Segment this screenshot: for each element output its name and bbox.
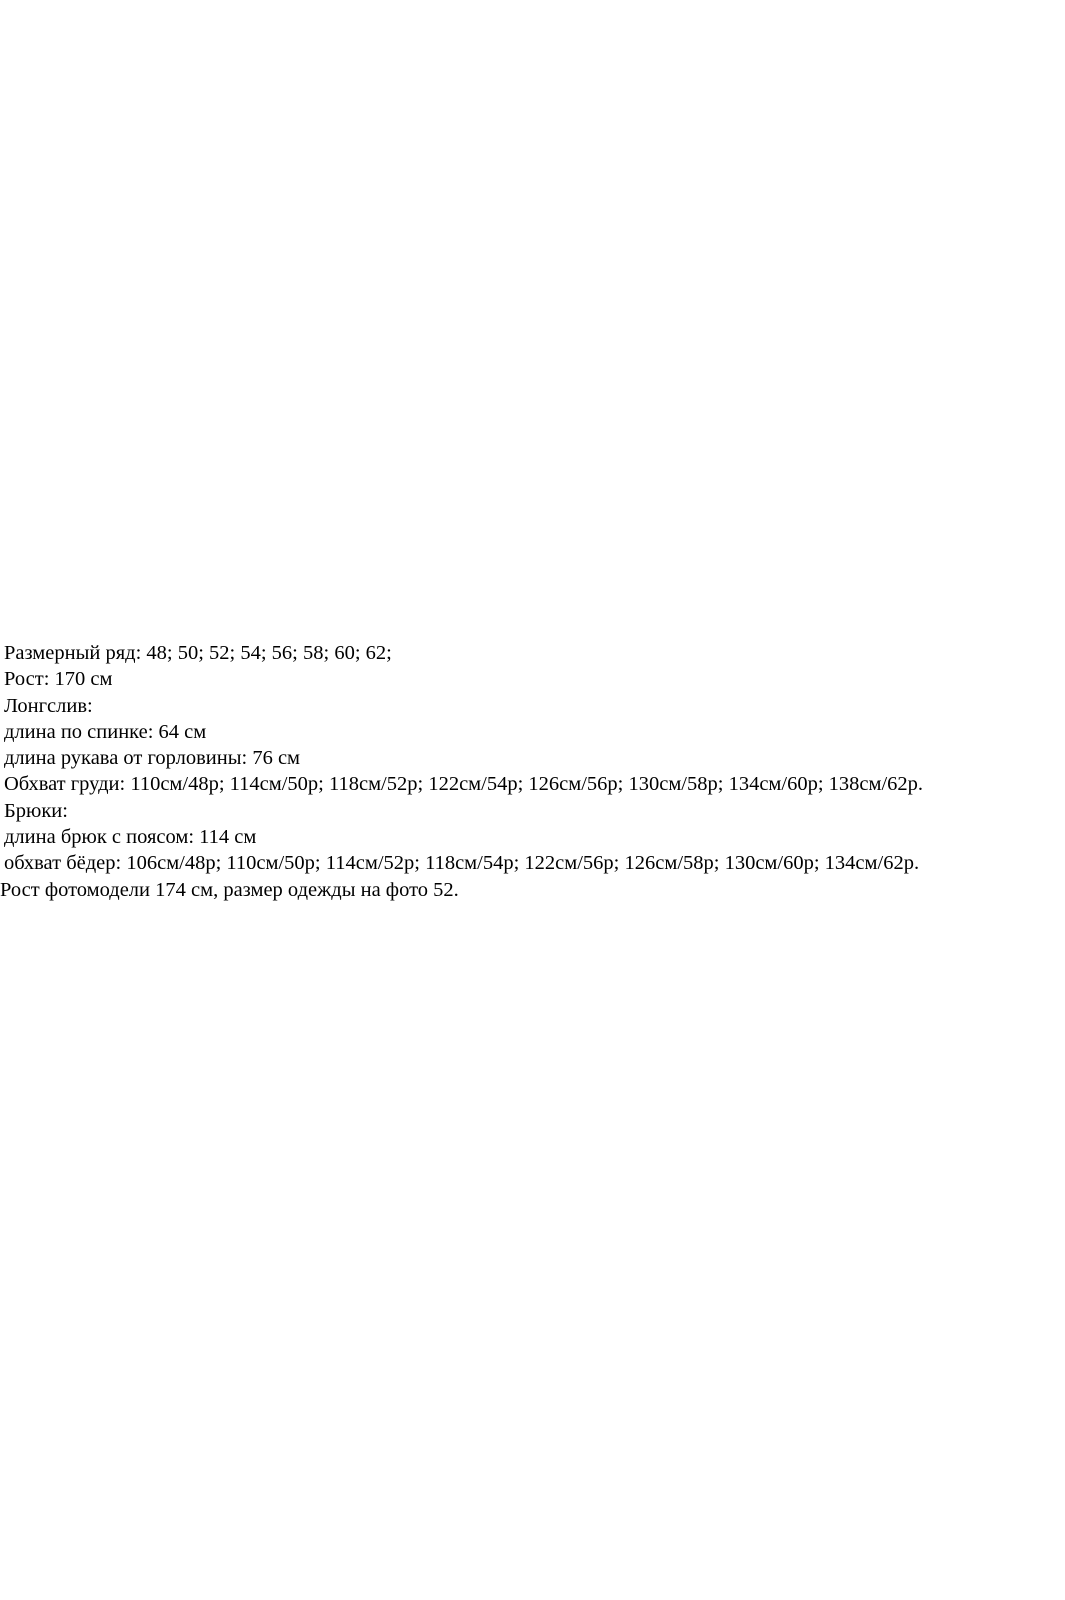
- longsleeve-heading: Лонгслив:: [4, 694, 93, 717]
- model-info-line: Рост фотомодели 174 см, размер одежды на фото 52.: [0, 878, 459, 901]
- trousers-heading: Брюки:: [4, 799, 68, 822]
- hip-girth-line: обхват бёдер: 106см/48р; 110см/50р; 114см/52р; 118см/54р; 122см/56р; 126см/58р; 130см/60р; 134см/62р.: [4, 852, 920, 875]
- chest-girth-line: Обхват груди: 110см/48р; 114см/50р; 118см/52р; 122см/54р; 126см/56р; 130см/58р; 134см/60р; 138см/62р.: [4, 773, 924, 796]
- size-chart-text: [0, 640, 1060, 903]
- height-line: Рост: 170 см: [4, 668, 113, 691]
- trousers-length-line: длина брюк с поясом: 114 см: [4, 826, 257, 849]
- back-length-line: длина по спинке: 64 см: [4, 720, 207, 743]
- size-range-line: Размерный ряд: 48; 50; 52; 54; 56; 58; 60; 62;: [4, 642, 392, 664]
- sleeve-length-line: длина рукава от горловины: 76 см: [4, 747, 301, 770]
